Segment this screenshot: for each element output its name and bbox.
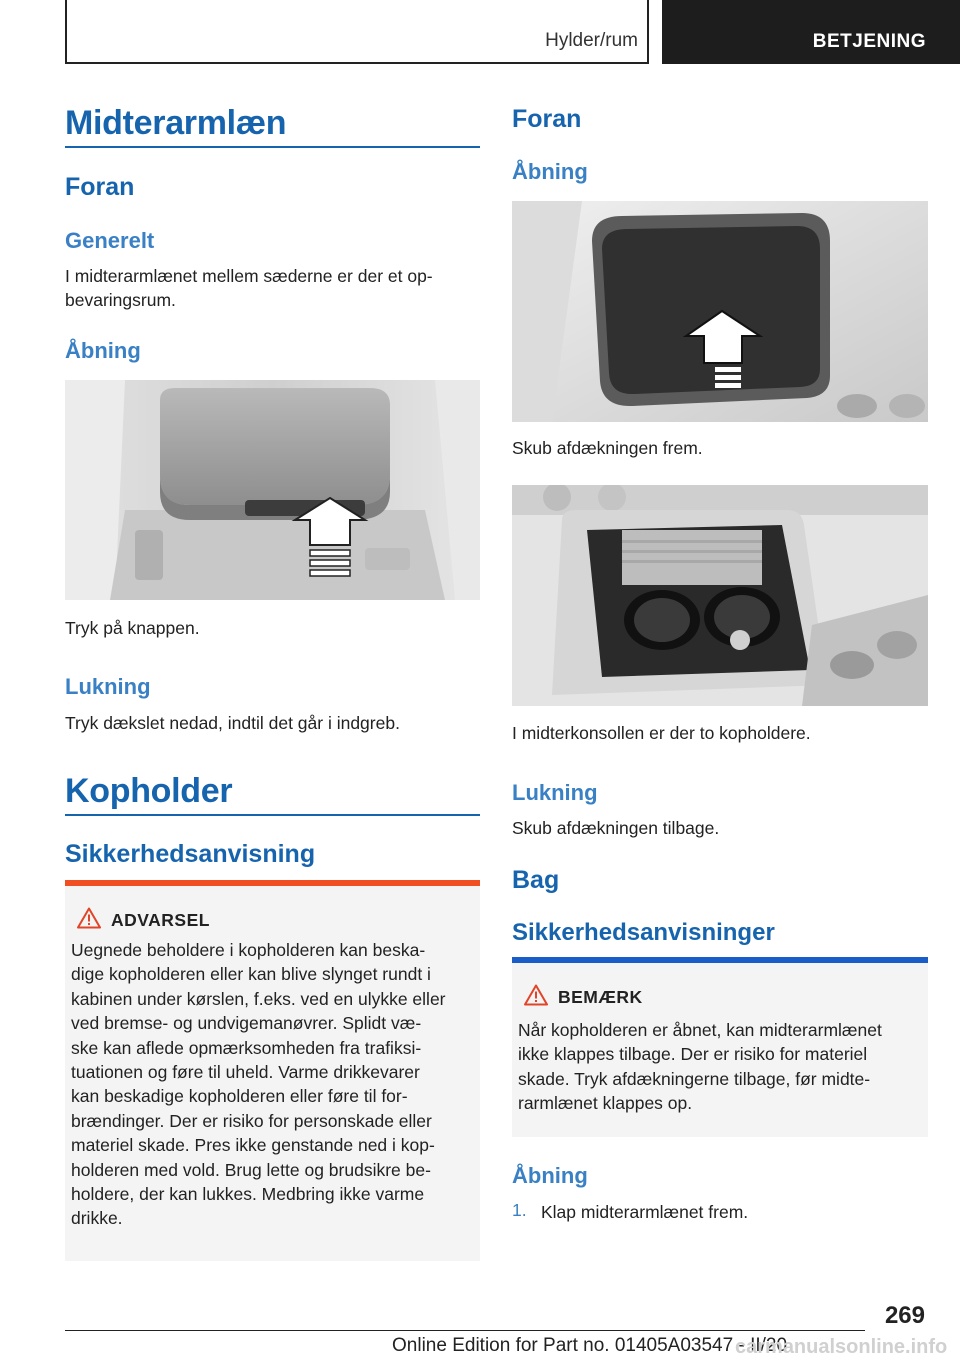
warning-line-7: kan beskadige kopholderen eller føre til for- — [71, 1086, 408, 1107]
notice-label: BEMÆRK — [558, 987, 643, 1007]
armrest-title-rule — [65, 146, 480, 148]
warning-line-5: ske kan aflede opmærksomheden fra trafiksi- — [71, 1037, 422, 1058]
general-title: Generelt — [65, 228, 155, 253]
right-safety-title: Sikkerhedsanvisninger — [512, 919, 775, 946]
warning-box — [65, 880, 480, 1261]
notice-line-4: rarmlænet klappes op. — [518, 1093, 693, 1114]
notice-triangle-icon — [524, 984, 548, 1006]
page-number: 269 — [884, 1302, 925, 1329]
warning-line-3: kabinen under kørslen, f.eks. ved en ulykke eller — [71, 988, 446, 1009]
notice-line-1: Når kopholderen er åbnet, kan midterarmlænet — [518, 1020, 882, 1040]
cover-illustration — [512, 201, 928, 422]
right-front-title: Foran — [512, 105, 582, 133]
right-caption-1: Skub afdækningen frem. — [512, 438, 703, 458]
notice-line-3: skade. Tryk afdækningerne tilbage, før midte- — [518, 1068, 871, 1089]
header-chapter-tab[interactable] — [662, 0, 960, 64]
warning-bar — [65, 880, 480, 886]
left-opening-caption: Tryk på knappen. — [65, 618, 200, 638]
left-opening-title: Åbning — [65, 338, 141, 363]
notice-bar — [512, 957, 928, 963]
header-section: Hylder/rum — [545, 30, 638, 51]
warning-line-10: holderen med vold. Brug lette og brudsikre be- — [71, 1159, 431, 1180]
warning-line-1: Uegnede beholdere i kopholderen kan beska- — [71, 940, 426, 960]
right-closing-text: Skub afdækningen tilbage. — [512, 818, 720, 838]
left-closing-text: Tryk dækslet nedad, indtil det går i indgreb. — [65, 713, 400, 733]
armrest-title: Midterarmlæn — [65, 104, 287, 142]
cupholder-title-rule — [65, 814, 480, 816]
rear-title: Bag — [512, 866, 560, 894]
left-safety-title: Sikkerhedsanvisning — [65, 840, 316, 868]
right-opening2-title: Åbning — [512, 1163, 588, 1188]
footer-edition: Online Edition for Part no. 01405A03547 - II/20 — [392, 1335, 788, 1356]
armrest-illustration — [65, 380, 480, 600]
warning-line-9: materiel skade. Pres ikke genstande ned i kop- — [71, 1135, 435, 1156]
general-text-line-1: I midterarmlænet mellem sæderne er der et op- — [65, 266, 433, 286]
warning-line-8: brændinger. Der er risiko for personskade eller — [71, 1110, 432, 1131]
cupholder-illustration — [512, 485, 928, 706]
header-chapter-label: BETJENING — [812, 31, 926, 52]
cupholder-title: Kopholder — [65, 772, 233, 810]
warning-line-4: ved bremse- og undvigemanøvrer. Splidt væ- — [71, 1013, 422, 1034]
footer-rule — [65, 1330, 865, 1331]
right-opening-title: Åbning — [512, 159, 588, 184]
warning-line-12: drikke. — [71, 1208, 123, 1229]
warning-label: ADVARSEL — [111, 910, 210, 930]
notice-box — [512, 957, 928, 1137]
left-closing-title: Lukning — [65, 674, 151, 699]
warning-line-6: tuationen og føre til uheld. Varme drikkevarer — [71, 1062, 420, 1082]
step-number: 1. — [512, 1200, 527, 1220]
step-text: Klap midterarmlænet frem. — [541, 1202, 749, 1222]
warning-triangle-icon — [77, 907, 101, 929]
general-text-line-2: bevaringsrum. — [65, 290, 176, 310]
warning-line-11: holdere, der kan lukkes. Medbring ikke varme — [71, 1184, 425, 1204]
warning-line-2: dige kopholderen eller kan blive slynget rundt i — [71, 964, 431, 985]
notice-line-2: ikke klappes tilbage. Der er risiko for materiel — [518, 1044, 868, 1065]
right-caption-2: I midterkonsollen er der to kopholdere. — [512, 723, 811, 743]
watermark: carmanualsonline.info — [735, 1336, 948, 1358]
right-closing-title: Lukning — [512, 780, 598, 805]
left-front-title: Foran — [65, 173, 135, 201]
